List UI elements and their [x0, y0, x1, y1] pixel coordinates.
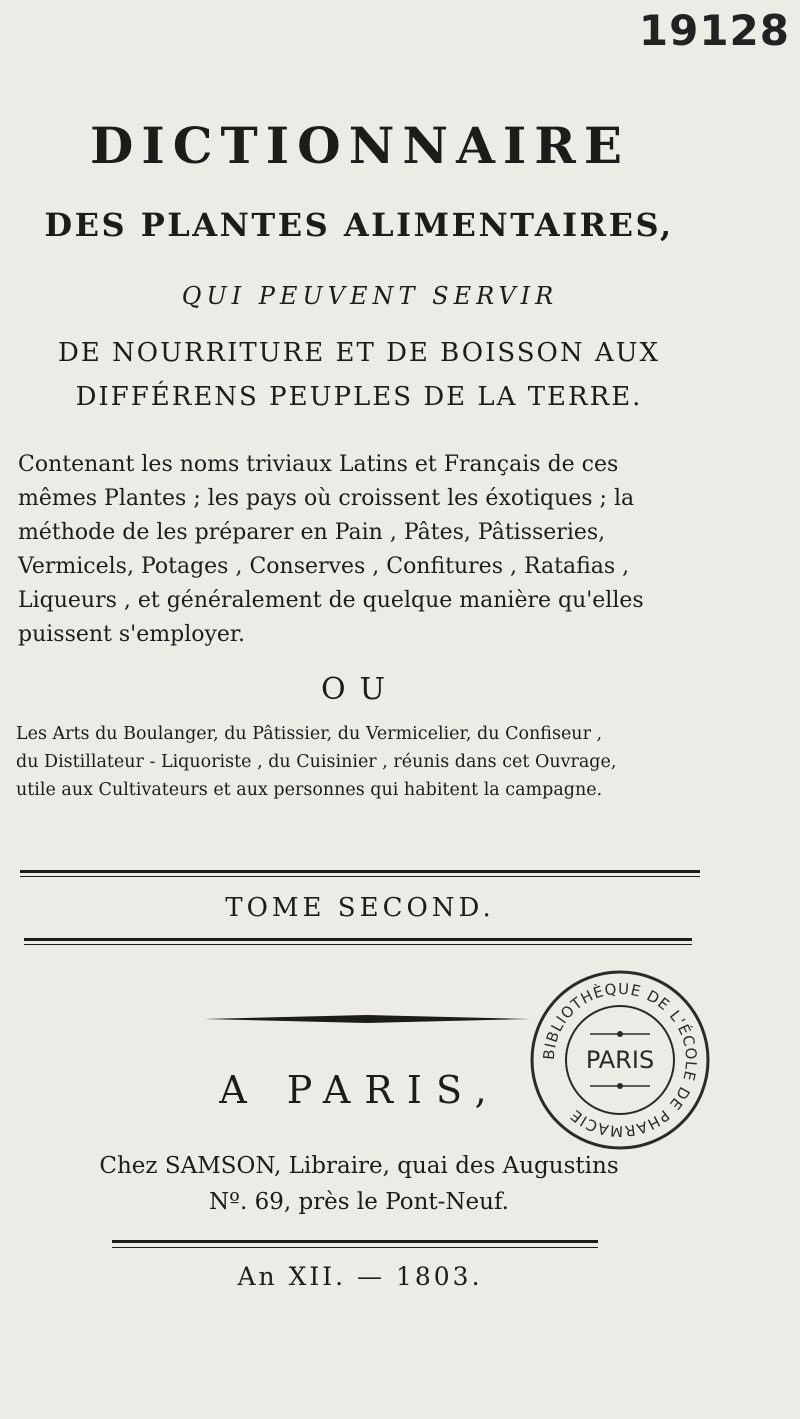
title-subtitle: DES PLANTES ALIMENTAIRES,	[44, 206, 674, 244]
contents-line: mêmes Plantes ; les pays où croissent les éxotiques ; la	[18, 486, 635, 511]
shelf-number: 19128	[638, 6, 790, 55]
contents-line: puissent s'employer.	[18, 622, 246, 647]
title-line-2: DE NOURRITURE ET DE BOISSON AUX	[57, 338, 661, 368]
stamp-center: PARIS	[585, 1046, 655, 1074]
rule-imprint-thin	[112, 1247, 598, 1248]
arts-paragraph	[16, 720, 706, 804]
contents-line: méthode de les préparer en Pain , Pâtes, Pâtisseries,	[18, 520, 606, 545]
arts-line: Les Arts du Boulanger, du Pâtissier, du Vermicelier, du Confiseur ,	[16, 724, 603, 744]
ornament-rule	[204, 1015, 530, 1023]
rule-bottom-thick	[24, 938, 692, 941]
contents-line: Liqueurs , et généralement de quelque manière qu'elles	[18, 588, 644, 613]
publisher-block	[14, 1148, 704, 1220]
volume-label: TOME SECOND.	[225, 893, 495, 923]
contents-paragraph	[18, 448, 698, 652]
title-main: DICTIONNAIRE	[90, 116, 630, 175]
ou-separator: OU	[321, 672, 399, 707]
publisher-address: Nº. 69, près le Pont-Neuf.	[209, 1189, 509, 1215]
arts-line: utile aux Cultivateurs et aux personnes qui habitent la campagne.	[16, 780, 603, 800]
arts-line: du Distillateur - Liquoriste , du Cuisinier , réunis dans cet Ouvrage,	[16, 752, 617, 772]
imprint-city: A PARIS,	[219, 1068, 501, 1112]
stamp-ring-text: BIBLIOTHÈQUE DE L'ÉCOLE DE PHARMACIE	[539, 979, 701, 1141]
rule-imprint-thick	[112, 1240, 598, 1243]
title-line-italic: QUI PEUVENT SERVIR	[181, 282, 559, 310]
rule-top-thin	[20, 876, 700, 877]
rule-top-thick	[20, 870, 700, 873]
publication-date: An XII. — 1803.	[237, 1262, 483, 1291]
contents-line: Vermicels, Potages , Conserves , Confitures , Ratafias ,	[18, 554, 630, 579]
title-line-3: DIFFÉRENS PEUPLES DE LA TERRE.	[75, 382, 643, 412]
library-stamp	[528, 968, 712, 1152]
publisher-line: Chez SAMSON, Libraire, quai des Augustins	[99, 1153, 619, 1179]
rule-bottom-thin	[24, 944, 692, 945]
contents-line: Contenant les noms triviaux Latins et Français de ces	[18, 452, 619, 477]
